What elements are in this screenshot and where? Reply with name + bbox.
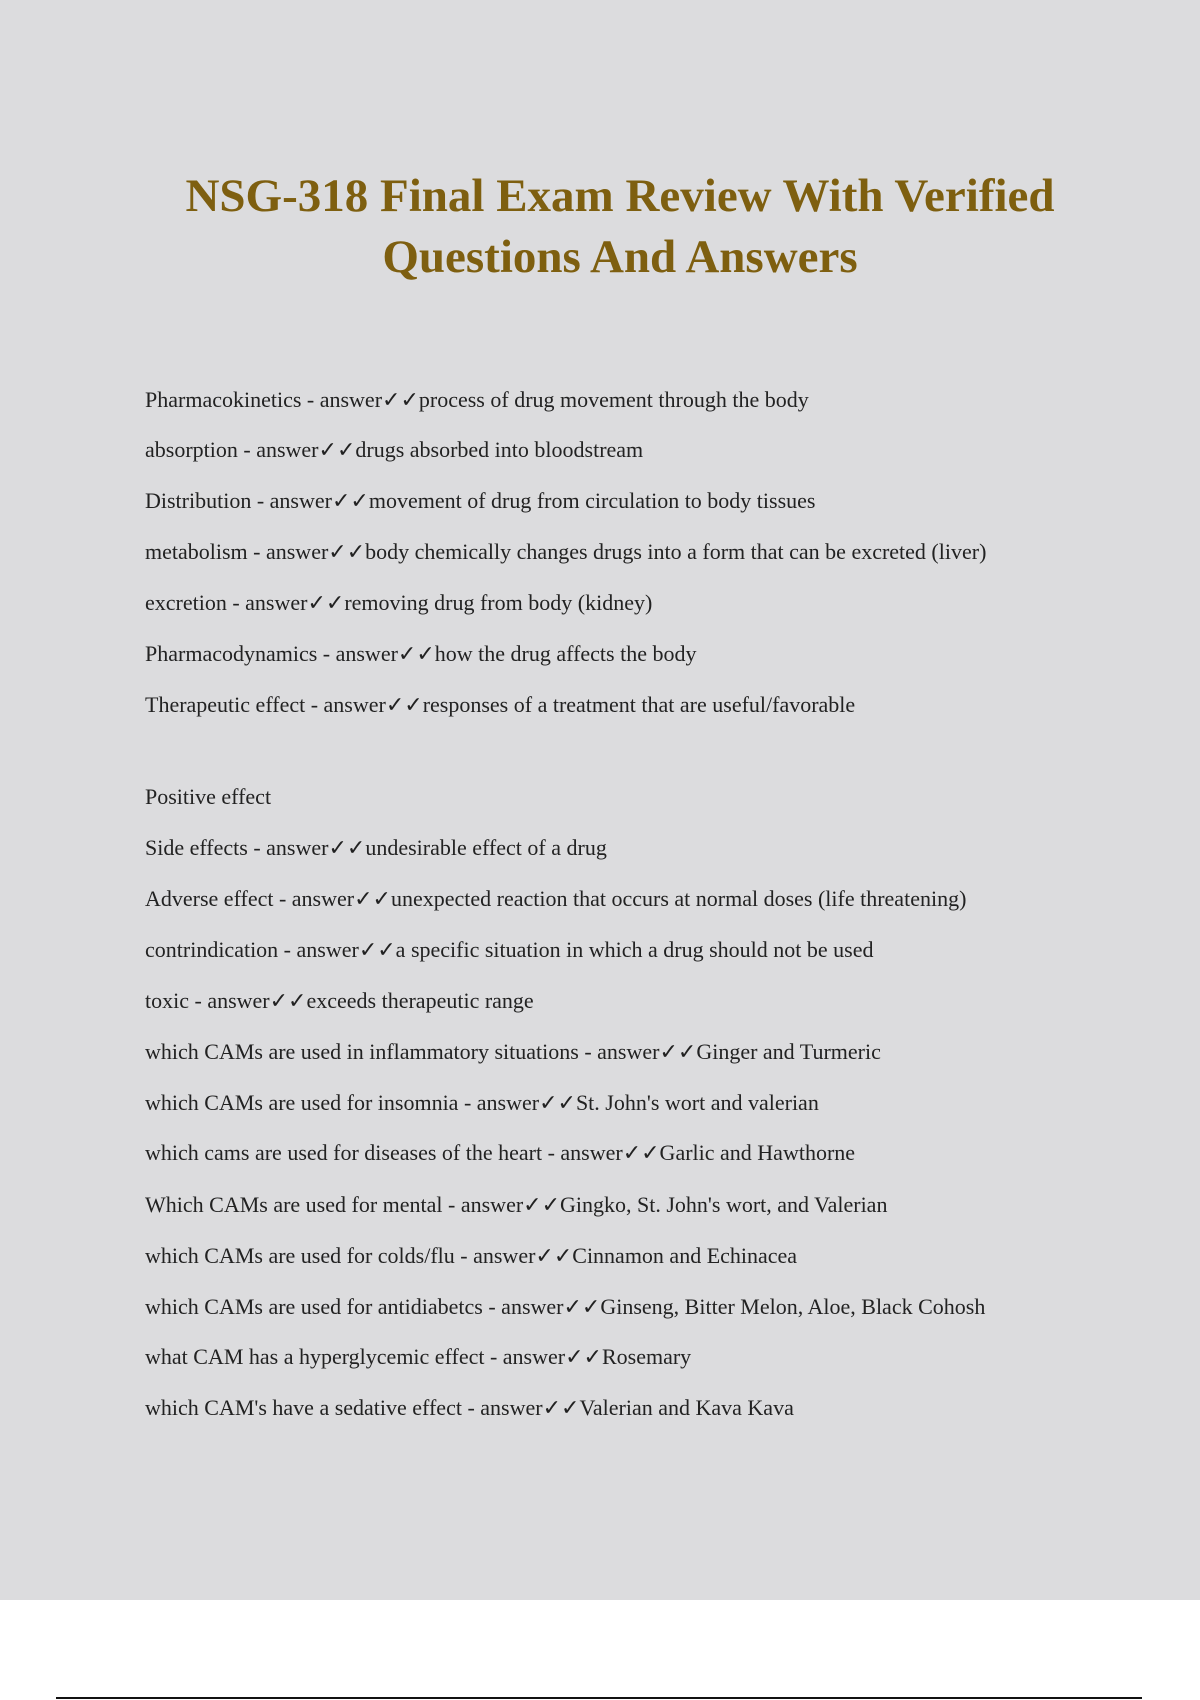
qa-entry: Side effects - answer✓✓undesirable effect of a drug bbox=[145, 835, 607, 860]
qa-entry: Pharmacodynamics - answer✓✓how the drug affects the body bbox=[145, 641, 697, 666]
qa-entry: which cams are used for diseases of the heart - answer✓✓Garlic and Hawthorne bbox=[145, 1140, 856, 1165]
page-divider bbox=[56, 1697, 1142, 1699]
qa-entry: which CAM's have a sedative effect - answer✓✓Valerian and Kava Kava bbox=[145, 1395, 794, 1420]
qa-entry: Which CAMs are used for mental - answer✓✓Gingko, St. John's wort, and Valerian bbox=[145, 1192, 888, 1217]
qa-entry: Pharmacokinetics - answer✓✓process of drug movement through the body bbox=[145, 387, 809, 412]
qa-entry: excretion - answer✓✓removing drug from body (kidney) bbox=[145, 590, 653, 615]
qa-entry: Therapeutic effect - answer✓✓responses of a treatment that are useful/favorable bbox=[145, 692, 856, 717]
qa-entry: which CAMs are used for colds/flu - answer✓✓Cinnamon and Echinacea bbox=[145, 1243, 798, 1268]
qa-entry: toxic - answer✓✓exceeds therapeutic range bbox=[145, 988, 534, 1013]
qa-entry: which CAMs are used for antidiabetcs - answer✓✓Ginseng, Bitter Melon, Aloe, Black Cohosh bbox=[145, 1294, 986, 1319]
qa-entry: Distribution - answer✓✓movement of drug from circulation to body tissues bbox=[145, 488, 816, 513]
title-line-2: Questions And Answers bbox=[382, 231, 858, 283]
qa-entry: absorption - answer✓✓drugs absorbed into bloodstream bbox=[145, 437, 644, 462]
qa-entry: which CAMs are used in inflammatory situations - answer✓✓Ginger and Turmeric bbox=[145, 1039, 881, 1064]
document-title bbox=[140, 166, 1100, 288]
qa-entry: which CAMs are used for insomnia - answer✓✓St. John's wort and valerian bbox=[145, 1090, 819, 1115]
qa-entry: contrindication - answer✓✓a specific situation in which a drug should not be used bbox=[145, 937, 874, 962]
qa-entry: metabolism - answer✓✓body chemically changes drugs into a form that can be excreted (liver) bbox=[145, 539, 987, 564]
section-label: Positive effect bbox=[145, 784, 272, 809]
qa-entry: what CAM has a hyperglycemic effect - answer✓✓Rosemary bbox=[145, 1344, 692, 1369]
qa-entry: Adverse effect - answer✓✓unexpected reaction that occurs at normal doses (life threatening) bbox=[145, 886, 967, 911]
title-line-1: NSG-318 Final Exam Review With Verified bbox=[185, 170, 1055, 222]
